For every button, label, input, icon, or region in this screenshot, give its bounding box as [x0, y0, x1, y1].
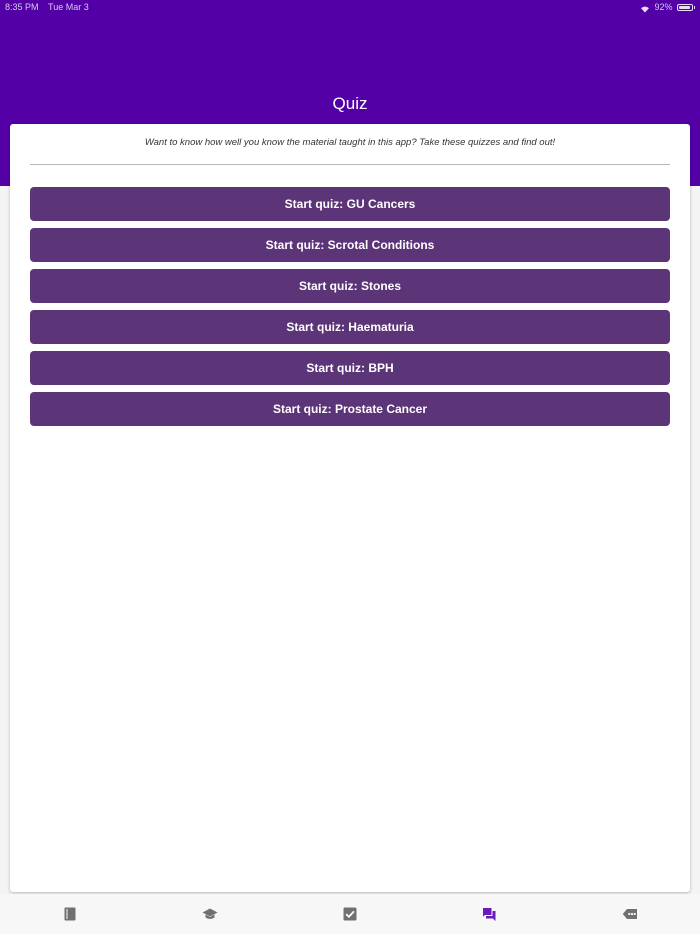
chat-bubbles-icon [481, 906, 497, 922]
start-quiz-gu-cancers-button[interactable]: Start quiz: GU Cancers [30, 187, 670, 221]
battery-level [679, 6, 690, 9]
status-date: Tue Mar 3 [48, 2, 89, 12]
wifi-icon [640, 3, 650, 11]
divider [30, 164, 670, 165]
tab-learn[interactable] [202, 906, 218, 922]
start-quiz-haematuria-button[interactable]: Start quiz: Haematuria [30, 310, 670, 344]
book-icon [62, 906, 78, 922]
tab-quiz[interactable] [481, 906, 497, 922]
tab-more[interactable] [622, 906, 638, 922]
page-title: Quiz [332, 94, 368, 113]
tab-checklist[interactable] [342, 906, 358, 922]
quiz-list [30, 187, 670, 433]
start-quiz-scrotal-conditions-button[interactable]: Start quiz: Scrotal Conditions [30, 228, 670, 262]
tab-book[interactable] [62, 906, 78, 922]
status-time: 8:35 PM [5, 2, 39, 12]
start-quiz-prostate-cancer-button[interactable]: Start quiz: Prostate Cancer [30, 392, 670, 426]
checkbox-icon [342, 906, 358, 922]
tab-bar [0, 894, 700, 934]
battery-icon [677, 4, 696, 11]
battery-percent: 92% [654, 2, 673, 12]
start-quiz-stones-button[interactable]: Start quiz: Stones [30, 269, 670, 303]
more-label-icon [622, 906, 638, 922]
graduation-cap-icon [202, 906, 218, 922]
status-right [640, 0, 695, 14]
status-left [5, 0, 89, 14]
start-quiz-bph-button[interactable]: Start quiz: BPH [30, 351, 670, 385]
quiz-card [10, 124, 690, 892]
intro-text: Want to know how well you know the material taught in this app? Take these quizzes and find out! [144, 137, 556, 148]
status-bar [0, 0, 700, 14]
